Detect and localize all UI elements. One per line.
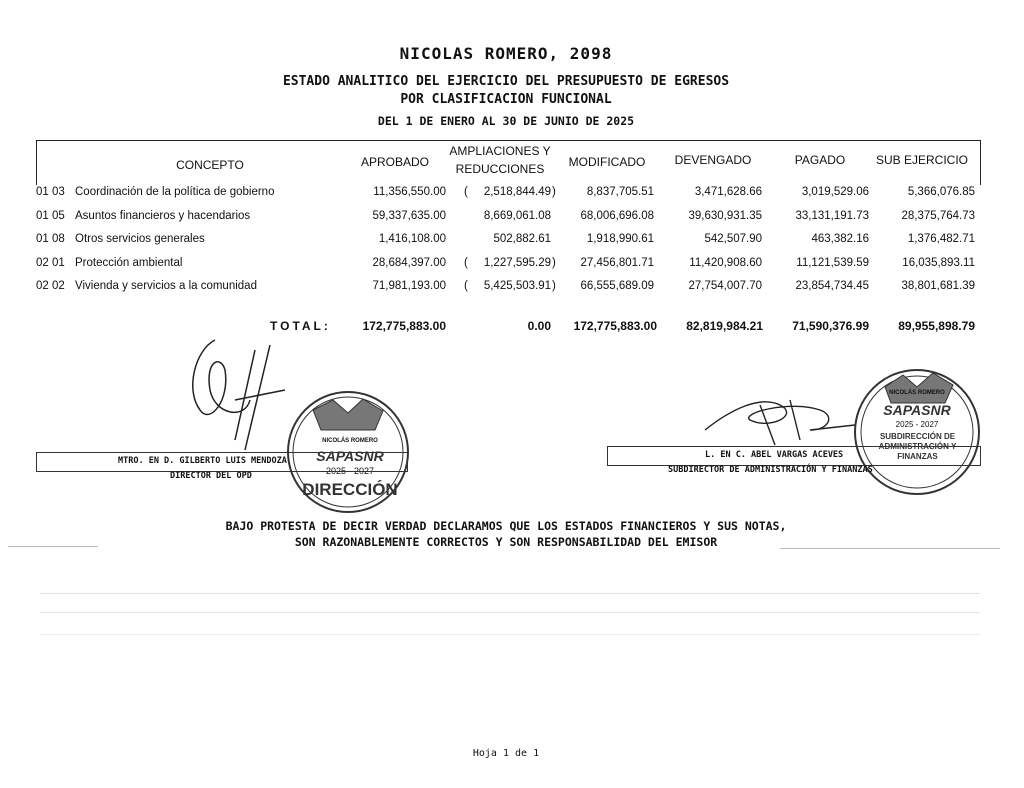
row-paren-close: ) — [552, 186, 556, 198]
row-aprobado: 59,337,635.00 — [372, 210, 446, 222]
column-header-pagado: PAGADO — [794, 153, 846, 167]
row-ampliaciones: 8,669,061.08 — [483, 210, 551, 222]
total-aprobado: 172,775,883.00 — [362, 319, 446, 333]
row-aprobado: 71,981,193.00 — [372, 280, 446, 292]
row-pagado: 463,382.16 — [811, 233, 869, 245]
column-header-modificado: MODIFICADO — [568, 155, 646, 169]
row-devengado: 39,630,931.35 — [688, 210, 762, 222]
left-stamp-small-text: NICOLÁS ROMERO — [322, 438, 378, 444]
row-pagado: 23,854,734.45 — [795, 280, 869, 292]
total-pagado: 71,590,376.99 — [792, 319, 869, 333]
row-pagado: 3,019,529.06 — [801, 186, 869, 198]
column-header-ampliaciones-line2: REDUCCIONES — [455, 162, 545, 176]
row-ampliaciones: 1,227,595.29 — [483, 257, 551, 269]
total-ampliaciones: 0.00 — [527, 319, 551, 333]
row-pagado: 11,121,539.59 — [796, 257, 869, 269]
total-label: TOTAL: — [270, 319, 331, 333]
report-title: NICOLAS ROMERO, 2098 — [399, 44, 613, 63]
total-modificado: 172,775,883.00 — [573, 319, 657, 333]
right-stamp-dept: SUBDIRECCIÓN DE ADMINISTRACIÓN Y FINANZAS — [878, 432, 957, 461]
row-aprobado: 11,356,550.00 — [373, 186, 446, 198]
total-devengado: 82,819,984.21 — [686, 319, 763, 333]
row-concept: Coordinación de la política de gobierno — [75, 186, 275, 198]
left-stamp-org: SAPASNR — [316, 448, 384, 464]
row-ampliaciones: 502,882.61 — [493, 233, 551, 245]
row-code: 01 05 — [36, 210, 65, 222]
scan-artifact — [8, 546, 98, 547]
right-signature-scribble — [700, 385, 860, 450]
column-header-concepto: CONCEPTO — [176, 158, 244, 172]
row-pagado: 33,131,191.73 — [795, 210, 869, 222]
row-ampliaciones: 2,518,844.49 — [483, 186, 551, 198]
page-number: Hoja 1 de 1 — [472, 748, 540, 759]
report-subtitle-line2: POR CLASIFICACION FUNCIONAL — [400, 92, 612, 107]
row-code: 01 03 — [36, 186, 65, 198]
total-subejercicio: 89,955,898.79 — [898, 319, 975, 333]
scan-artifact — [40, 634, 980, 635]
row-modificado: 1,918,990.61 — [586, 233, 654, 245]
row-concept: Asuntos financieros y hacendarios — [75, 210, 251, 222]
row-devengado: 3,471,628.66 — [694, 186, 762, 198]
left-signer-title: DIRECTOR DEL OPD — [170, 471, 252, 481]
scan-artifact — [40, 593, 980, 594]
row-concept: Otros servicios generales — [75, 233, 205, 245]
declaration-line2: SON RAZONABLEMENTE CORRECTOS Y SON RESPONSABILIDAD DEL EMISOR — [294, 535, 718, 549]
report-period: DEL 1 DE ENERO AL 30 DE JUNIO DE 2025 — [377, 114, 635, 128]
scan-artifact — [780, 548, 1000, 549]
report-subtitle-line1: ESTADO ANALITICO DEL EJERCICIO DEL PRESUPUESTO DE EGRESOS — [282, 74, 730, 89]
row-subejercicio: 38,801,681.39 — [901, 280, 975, 292]
row-paren-close: ) — [552, 257, 556, 269]
scan-artifact — [40, 612, 980, 613]
right-signer-name: L. EN C. ABEL VARGAS ACEVES — [705, 450, 844, 460]
row-code: 02 02 — [36, 280, 65, 292]
left-stamp-dept: DIRECCIÓN — [302, 480, 398, 499]
declaration-line1: BAJO PROTESTA DE DECIR VERDAD DECLARAMOS QUE LOS ESTADOS FINANCIEROS Y SUS NOTAS, — [225, 519, 787, 533]
row-devengado: 27,754,007.70 — [688, 280, 762, 292]
row-modificado: 66,555,689.09 — [580, 280, 654, 292]
row-devengado: 542,507.90 — [704, 233, 762, 245]
row-paren-open: ( — [464, 280, 468, 292]
row-devengado: 11,420,908.60 — [689, 257, 762, 269]
row-subejercicio: 5,366,076.85 — [907, 186, 975, 198]
row-code: 01 08 — [36, 233, 65, 245]
row-paren-close: ) — [552, 280, 556, 292]
row-modificado: 8,837,705.51 — [586, 186, 654, 198]
row-code: 02 01 — [36, 257, 65, 269]
row-subejercicio: 16,035,893.11 — [902, 257, 975, 269]
right-signer-title: SUBDIRECTOR DE ADMINISTRACIÓN Y FINANZAS — [668, 465, 873, 475]
right-stamp-small-text: NICOLÁS ROMERO — [889, 390, 945, 396]
row-ampliaciones: 5,425,503.91 — [483, 280, 551, 292]
right-stamp-years: 2025 - 2027 — [895, 420, 939, 429]
column-header-subejercicio: SUB EJERCICIO — [875, 153, 968, 167]
row-subejercicio: 28,375,764.73 — [901, 210, 975, 222]
row-aprobado: 28,684,397.00 — [372, 257, 446, 269]
row-paren-open: ( — [464, 186, 468, 198]
left-stamp-years: 2025 - 2027 — [325, 466, 375, 476]
row-aprobado: 1,416,108.00 — [378, 233, 446, 245]
row-paren-open: ( — [464, 257, 468, 269]
row-modificado: 27,456,801.71 — [580, 257, 654, 269]
row-concept: Vivienda y servicios a la comunidad — [75, 280, 257, 292]
column-header-aprobado: APROBADO — [360, 155, 429, 169]
column-header-ampliaciones-line1: AMPLIACIONES Y — [449, 144, 551, 158]
row-subejercicio: 1,376,482.71 — [907, 233, 975, 245]
row-concept: Protección ambiental — [75, 257, 183, 269]
column-header-devengado: DEVENGADO — [674, 153, 752, 167]
right-stamp-org: SAPASNR — [883, 402, 951, 418]
row-modificado: 68,006,696.08 — [580, 210, 654, 222]
left-signer-name: MTRO. EN D. GILBERTO LUIS MENDOZA — [118, 456, 287, 466]
